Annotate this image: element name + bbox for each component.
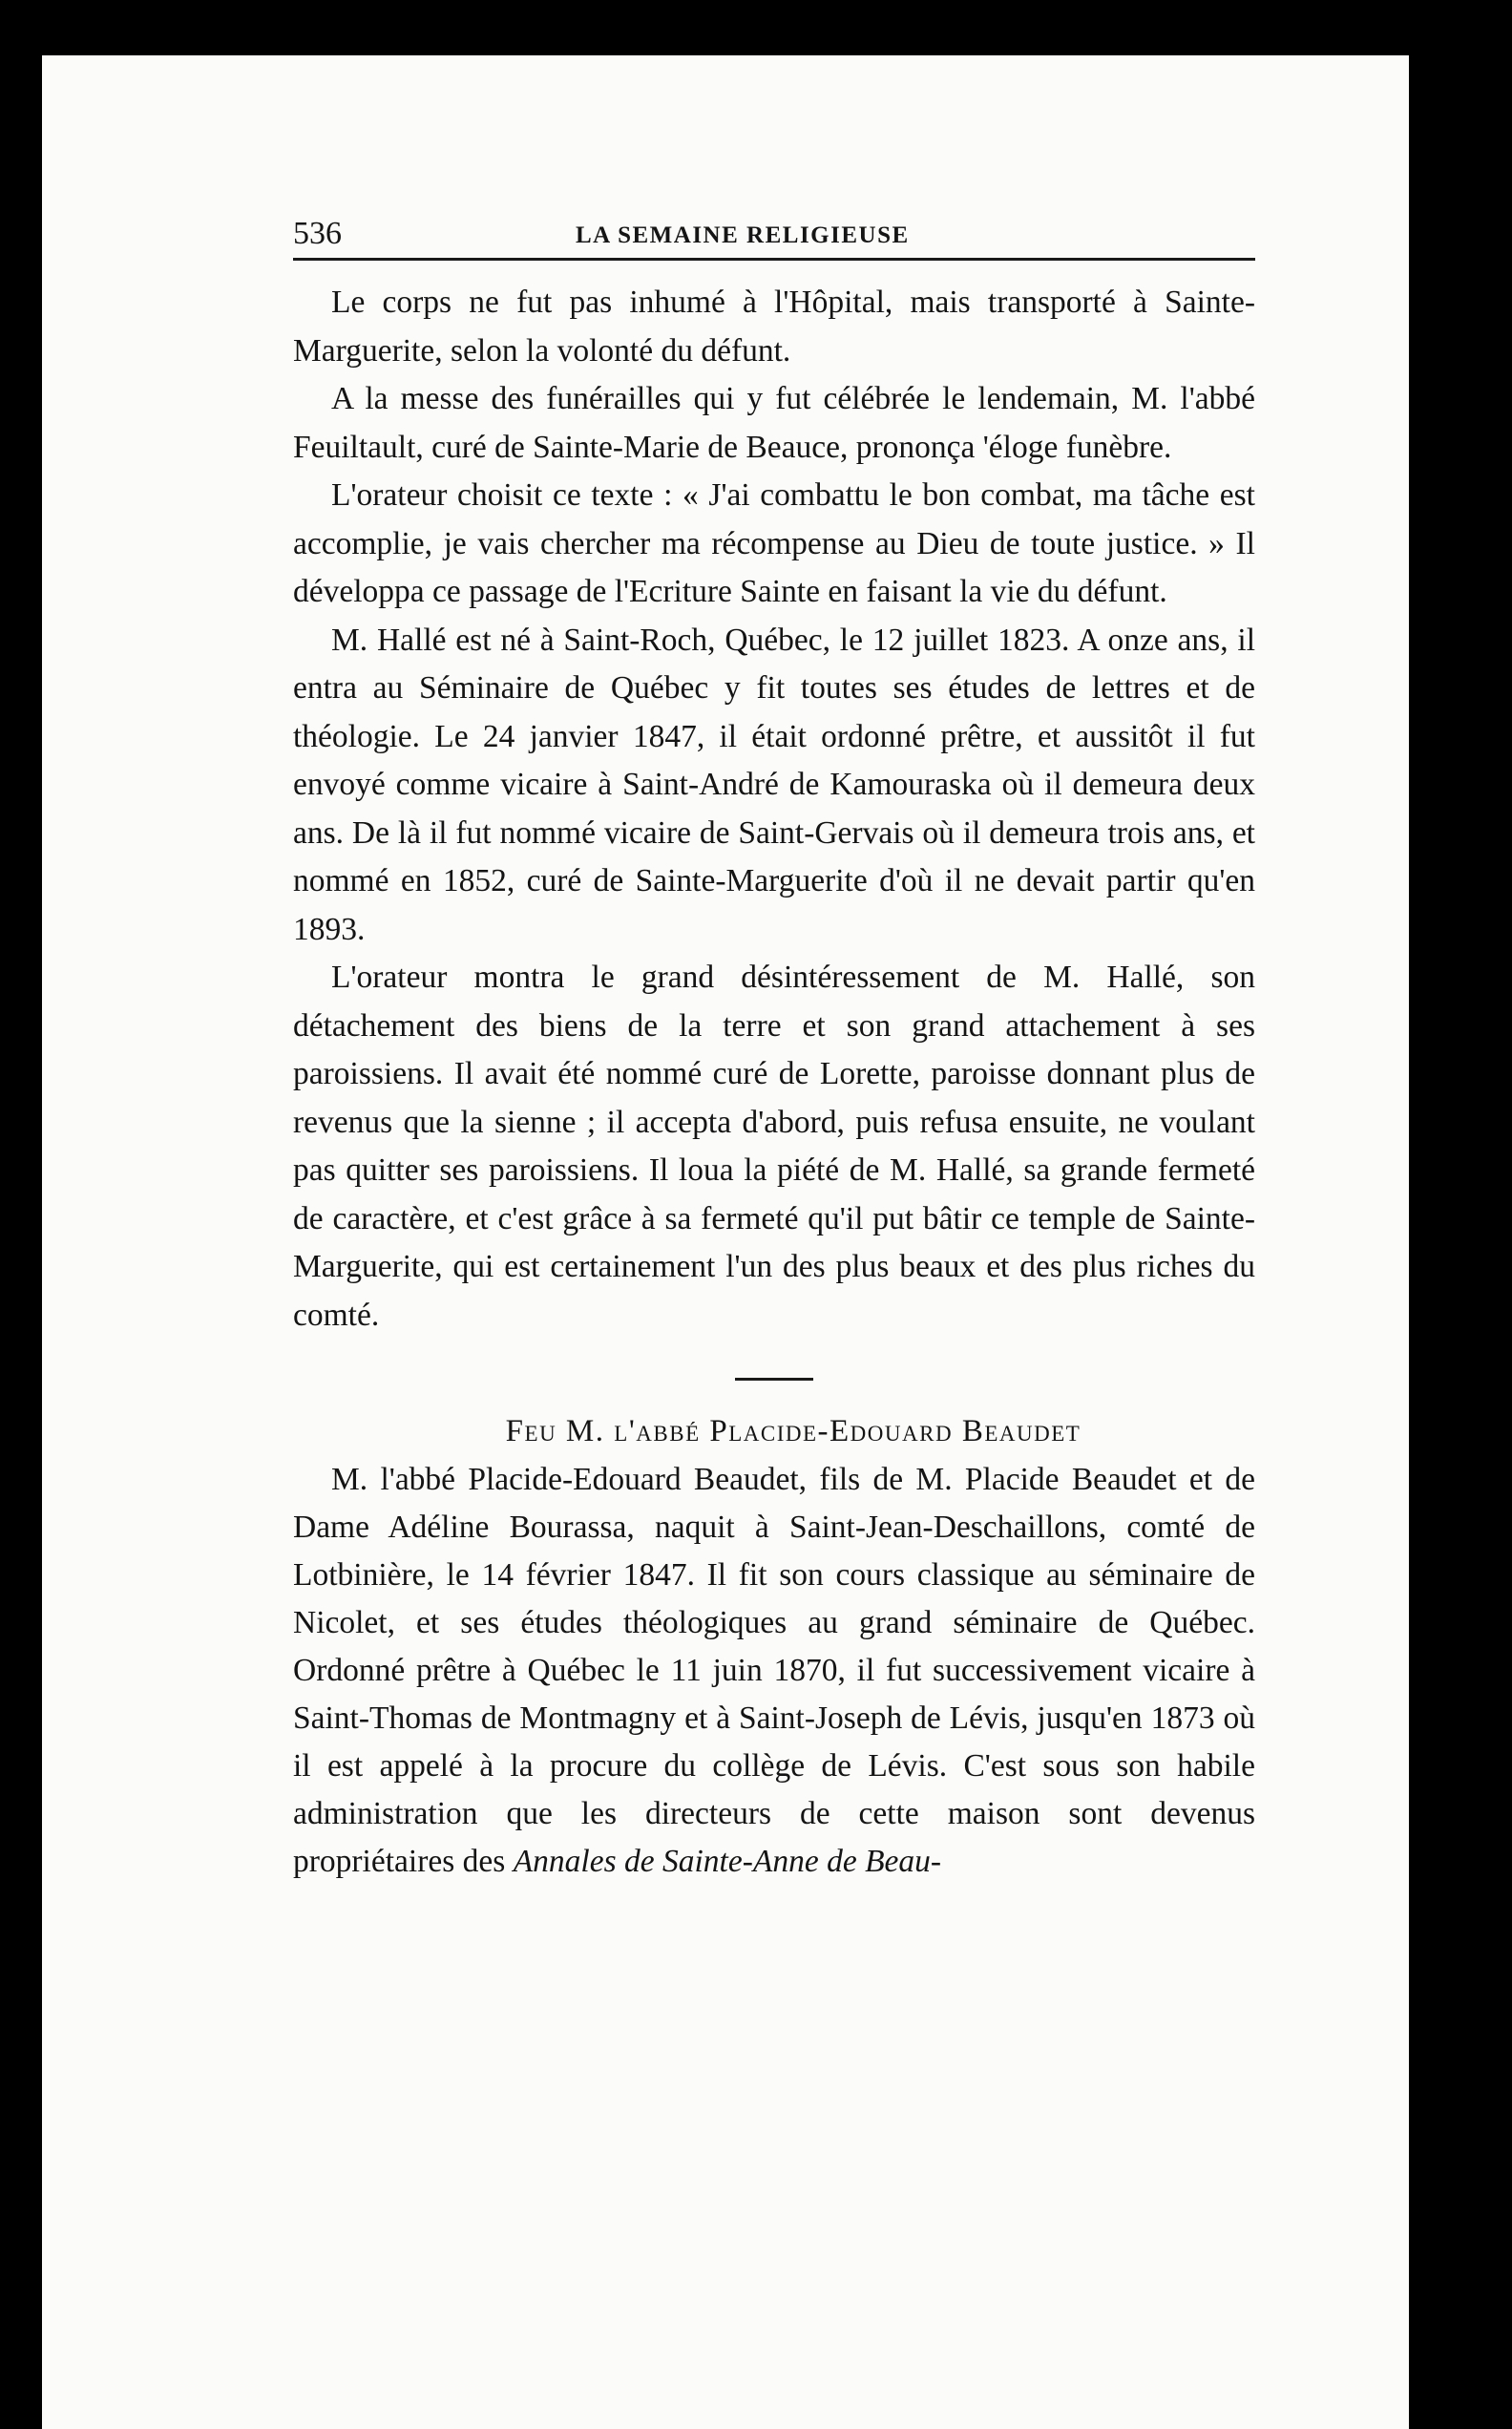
section-divider (735, 1378, 813, 1381)
italic-publication-title: Annales de Sainte-Anne de Beau- (513, 1843, 942, 1879)
section-title: Feu M. l'abbé Placide-Edouard Beaudet (505, 1414, 1082, 1448)
paragraph-funeral-mass: A la messe des funérailles qui y fut célébrée le lendemain, M. l'abbé Feuiltault, curé de Sainte-Marie de Beauce, prononça 'éloge funèbre. (293, 381, 1255, 465)
paragraph-sermon-text: L'orateur choisit ce texte : « J'ai combattu le bon combat, ma tâche est accomplie, je vais chercher ma récompense au Dieu de toute justice. » Il développa ce passage de l'Ecriture Sainte en faisant la vie du défunt. (293, 477, 1255, 609)
page-body (293, 279, 1255, 1886)
paragraph-beaudet-text: M. l'abbé Placide-Edouard Beaudet, fils de M. Placide Beaudet et de Dame Adéline Bourassa, naquit à Saint-Jean-Deschaillons, comté de Lotbinière, le 14 février 1847. Il fit son cours classique au séminaire de Nicolet, et ses études théologiques au grand séminaire de Québec. Ordonné prêtre à Québec le 11 juin 1870, il fut successivement vicaire à Saint-Thomas de Montmagny et à Saint-Joseph de Lévis, jusqu'en 1873 où il est appelé à la procure du collège de Lévis. C'est sous son habile administration que les directeurs de cette maison sont devenus propriétaires des (293, 1461, 1255, 1879)
page-number: 536 (293, 216, 342, 251)
paragraph-biography: M. Hallé est né à Saint-Roch, Québec, le 12 juillet 1823. A onze ans, il entra au Séminaire de Québec y fit toutes ses études de lettres et de théologie. Le 24 janvier 1847, il était ordonné prêtre, et aussitôt il fut envoyé comme vicaire à Saint-André de Kamouraska où il demeura deux ans. De là il fut nommé vicaire de Saint-Gervais où il demeura trois ans, et nommé en 1852, curé de Sainte-Marguerite d'où il ne devait partir qu'en 1893. (293, 622, 1255, 947)
paragraph-burial: Le corps ne fut pas inhumé à l'Hôpital, mais transporté à Sainte-Marguerite, selon la volonté du défunt. (293, 285, 1255, 369)
paragraph-beaudet (293, 1456, 1255, 1886)
page-header (293, 218, 1255, 261)
running-title: LA SEMAINE RELIGIEUSE (576, 222, 910, 248)
paragraph-eulogy: L'orateur montra le grand désintéressement de M. Hallé, son détachement des biens de la terre et son grand attachement à ses paroissiens. Il avait été nommé curé de Lorette, paroisse donnant plus de revenus que la sienne ; il accepta d'abord, puis refusa ensuite, ne voulant pas quitter ses paroissiens. Il loua la piété de M. Hallé, sa grande fermeté de caractère, et c'est grâce à sa fermeté qu'il put bâtir ce temple de Sainte-Marguerite, qui est certainement l'un des plus beaux et des plus riches du comté. (293, 960, 1255, 1333)
